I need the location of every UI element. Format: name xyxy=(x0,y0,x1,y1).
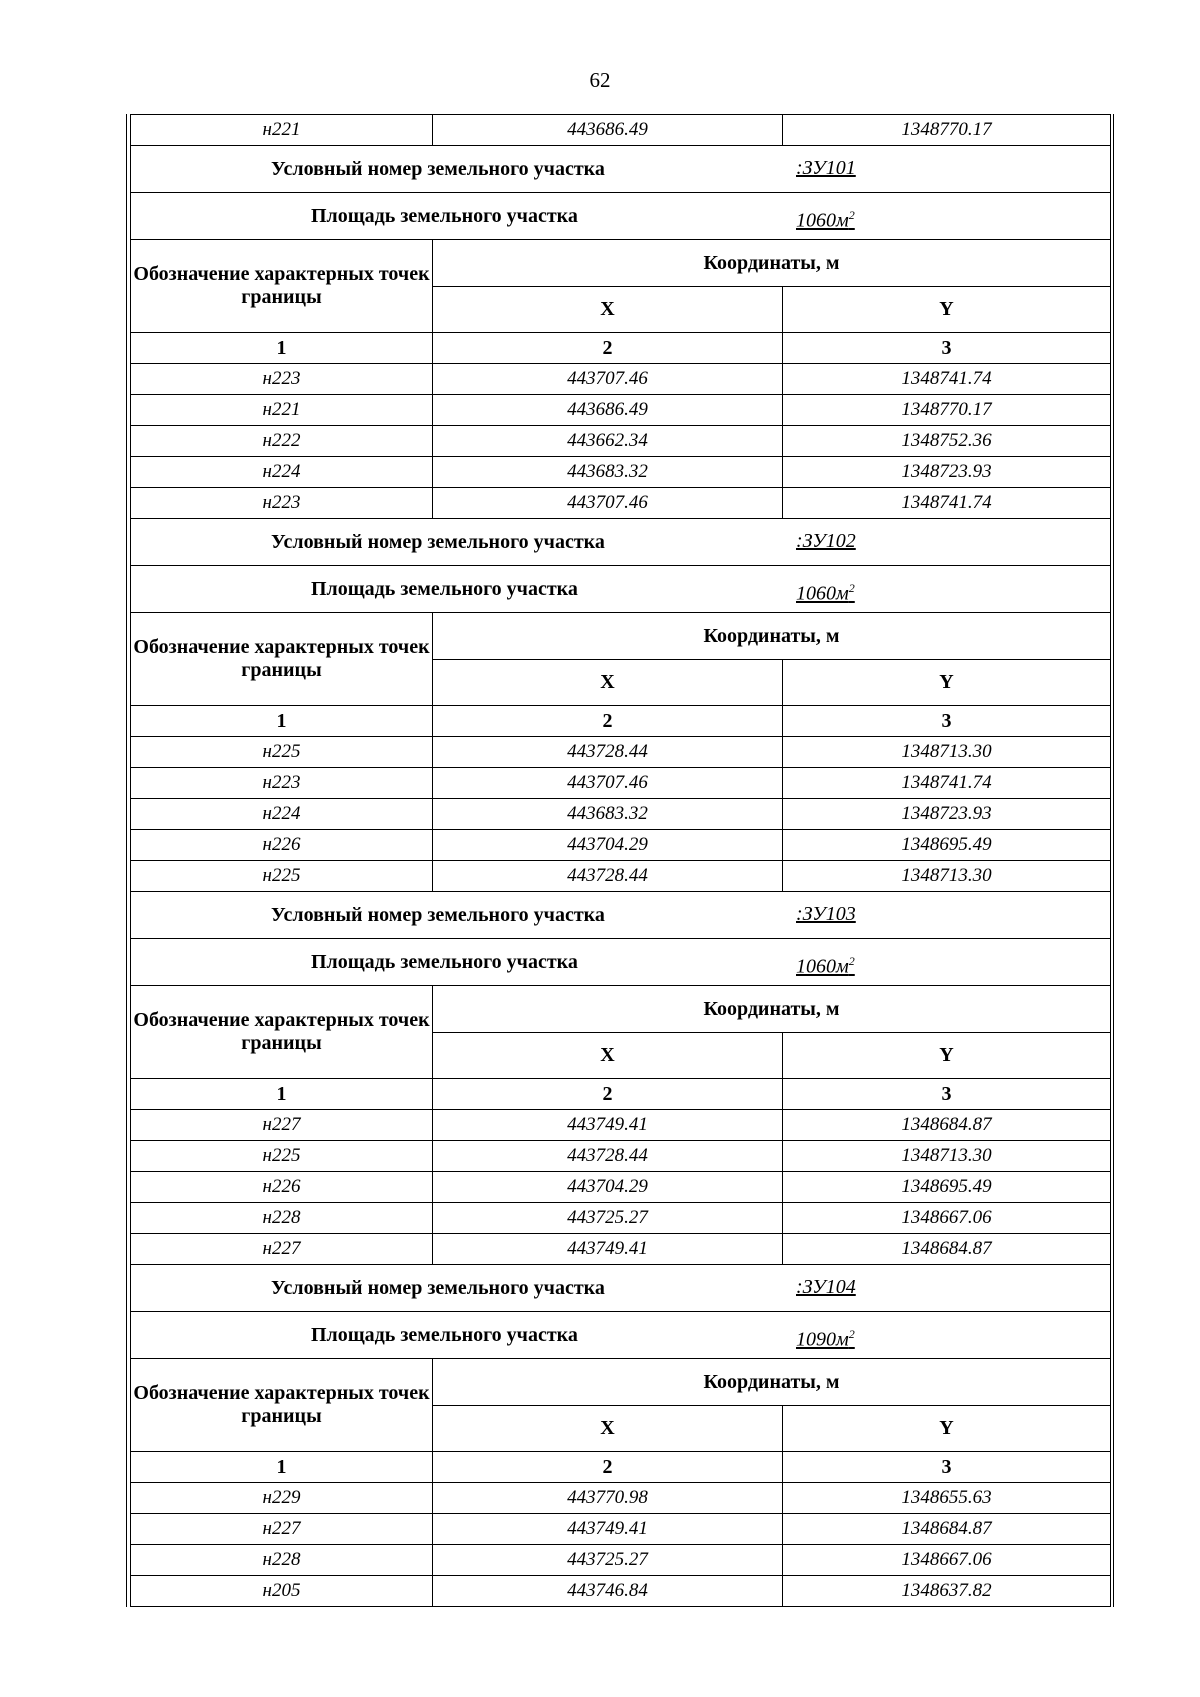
header-row xyxy=(131,240,1111,287)
point-cell: н228 xyxy=(131,1545,433,1576)
x-cell: 443725.27 xyxy=(433,1545,783,1576)
x-cell: 443770.98 xyxy=(433,1483,783,1514)
column-index-2: 2 xyxy=(433,1079,783,1110)
y-cell: 1348684.87 xyxy=(783,1110,1111,1141)
y-header: Y xyxy=(783,1033,1111,1079)
x-cell: 443728.44 xyxy=(433,737,783,768)
column-index-3: 3 xyxy=(783,1079,1111,1110)
area-number: 1060 xyxy=(796,209,836,232)
point-cell: н221 xyxy=(131,115,433,146)
y-cell: 1348667.06 xyxy=(783,1545,1111,1576)
column-index-row xyxy=(131,1452,1111,1483)
x-cell: 443704.29 xyxy=(433,1172,783,1203)
y-header: Y xyxy=(783,1406,1111,1452)
parcel-area-label: Площадь земельного участка xyxy=(311,1324,578,1346)
point-cell: н205 xyxy=(131,1576,433,1607)
point-header: Обозначение характерных точек границы xyxy=(131,240,433,333)
parcel-number-value: :ЗУ102 xyxy=(796,530,856,552)
x-cell: 443686.49 xyxy=(433,115,783,146)
area-exponent: 2 xyxy=(848,1327,855,1341)
parcel-area-label: Площадь земельного участка xyxy=(311,205,578,227)
parcel-area-wrap xyxy=(131,1312,1110,1358)
column-index-3: 3 xyxy=(783,706,1111,737)
table-row xyxy=(131,115,1111,146)
parcel-area-cell xyxy=(131,566,1111,613)
table-row xyxy=(131,364,1111,395)
column-index-1: 1 xyxy=(131,333,433,364)
parcel-number-cell xyxy=(131,519,1111,566)
column-index-3: 3 xyxy=(783,1452,1111,1483)
parcel-number-cell xyxy=(131,1265,1111,1312)
parcel-area-wrap xyxy=(131,939,1110,985)
area-unit: м xyxy=(836,1328,849,1351)
area-exponent: 2 xyxy=(848,208,855,222)
parcel-area-wrap xyxy=(131,193,1110,239)
table-row xyxy=(131,457,1111,488)
parcel-area-cell xyxy=(131,1312,1111,1359)
x-header: X xyxy=(433,1033,783,1079)
x-cell: 443683.32 xyxy=(433,457,783,488)
y-cell: 1348713.30 xyxy=(783,737,1111,768)
x-cell: 443749.41 xyxy=(433,1514,783,1545)
parcel-number-wrap xyxy=(131,146,1110,192)
coordinates-sheet xyxy=(130,114,1110,1607)
column-index-3: 3 xyxy=(783,333,1111,364)
x-cell: 443749.41 xyxy=(433,1110,783,1141)
y-header: Y xyxy=(783,287,1111,333)
x-cell: 443725.27 xyxy=(433,1203,783,1234)
y-cell: 1348637.82 xyxy=(783,1576,1111,1607)
parcel-number-row xyxy=(131,892,1111,939)
y-cell: 1348684.87 xyxy=(783,1514,1111,1545)
parcel-area-row xyxy=(131,939,1111,986)
coordinates-header: Координаты, м xyxy=(433,986,1111,1033)
point-cell: н228 xyxy=(131,1203,433,1234)
area-unit: м xyxy=(836,955,849,978)
x-cell: 443728.44 xyxy=(433,1141,783,1172)
area-exponent: 2 xyxy=(848,954,855,968)
coordinates-table-body xyxy=(131,115,1111,1607)
y-cell: 1348723.93 xyxy=(783,457,1111,488)
y-cell: 1348713.30 xyxy=(783,861,1111,892)
y-cell: 1348723.93 xyxy=(783,799,1111,830)
y-cell: 1348695.49 xyxy=(783,1172,1111,1203)
table-row xyxy=(131,1483,1111,1514)
parcel-area-label: Площадь земельного участка xyxy=(311,578,578,600)
point-cell: н223 xyxy=(131,364,433,395)
table-row xyxy=(131,488,1111,519)
y-cell: 1348770.17 xyxy=(783,115,1111,146)
table-row xyxy=(131,737,1111,768)
y-cell: 1348741.74 xyxy=(783,364,1111,395)
parcel-number-value: :ЗУ104 xyxy=(796,1276,856,1298)
area-number: 1090 xyxy=(796,1328,836,1351)
point-cell: н225 xyxy=(131,861,433,892)
table-row xyxy=(131,395,1111,426)
parcel-number-cell xyxy=(131,892,1111,939)
table-row xyxy=(131,768,1111,799)
y-cell: 1348713.30 xyxy=(783,1141,1111,1172)
parcel-area-row xyxy=(131,566,1111,613)
parcel-number-wrap xyxy=(131,1265,1110,1311)
y-cell: 1348741.74 xyxy=(783,488,1111,519)
table-row xyxy=(131,1545,1111,1576)
point-cell: н225 xyxy=(131,1141,433,1172)
column-index-1: 1 xyxy=(131,1452,433,1483)
point-cell: н229 xyxy=(131,1483,433,1514)
header-row xyxy=(131,986,1111,1033)
point-header: Обозначение характерных точек границы xyxy=(131,986,433,1079)
table-row xyxy=(131,1514,1111,1545)
point-cell: н224 xyxy=(131,799,433,830)
parcel-number-label: Условный номер земельного участка xyxy=(271,904,605,926)
parcel-area-cell xyxy=(131,193,1111,240)
x-cell: 443683.32 xyxy=(433,799,783,830)
x-cell: 443707.46 xyxy=(433,364,783,395)
y-cell: 1348655.63 xyxy=(783,1483,1111,1514)
x-cell: 443728.44 xyxy=(433,861,783,892)
parcel-area-wrap xyxy=(131,566,1110,612)
coordinates-header: Координаты, м xyxy=(433,1359,1111,1406)
parcel-number-row xyxy=(131,1265,1111,1312)
y-cell: 1348741.74 xyxy=(783,768,1111,799)
parcel-number-value: :ЗУ101 xyxy=(796,157,856,179)
area-exponent: 2 xyxy=(848,581,855,595)
y-cell: 1348684.87 xyxy=(783,1234,1111,1265)
x-cell: 443707.46 xyxy=(433,488,783,519)
coordinates-header: Координаты, м xyxy=(433,613,1111,660)
area-unit: м xyxy=(836,582,849,605)
column-index-2: 2 xyxy=(433,1452,783,1483)
point-cell: н222 xyxy=(131,426,433,457)
parcel-number-label: Условный номер земельного участка xyxy=(271,1277,605,1299)
column-index-2: 2 xyxy=(433,706,783,737)
table-row xyxy=(131,1172,1111,1203)
y-cell: 1348695.49 xyxy=(783,830,1111,861)
table-row xyxy=(131,1141,1111,1172)
table-row xyxy=(131,1576,1111,1607)
table-row xyxy=(131,426,1111,457)
parcel-area-cell xyxy=(131,939,1111,986)
parcel-number-row xyxy=(131,519,1111,566)
x-cell: 443707.46 xyxy=(433,768,783,799)
parcel-area-value xyxy=(796,566,855,612)
parcel-area-value xyxy=(796,939,855,985)
parcel-area-value xyxy=(796,1312,855,1358)
area-number: 1060 xyxy=(796,582,836,605)
y-header: Y xyxy=(783,660,1111,706)
parcel-number-cell xyxy=(131,146,1111,193)
area-number: 1060 xyxy=(796,955,836,978)
column-index-2: 2 xyxy=(433,333,783,364)
x-cell: 443749.41 xyxy=(433,1234,783,1265)
y-cell: 1348667.06 xyxy=(783,1203,1111,1234)
point-cell: н226 xyxy=(131,1172,433,1203)
point-cell: н223 xyxy=(131,488,433,519)
area-unit: м xyxy=(836,209,849,232)
x-cell: 443704.29 xyxy=(433,830,783,861)
x-cell: 443746.84 xyxy=(433,1576,783,1607)
point-cell: н227 xyxy=(131,1514,433,1545)
point-header: Обозначение характерных точек границы xyxy=(131,613,433,706)
table-row xyxy=(131,861,1111,892)
header-row xyxy=(131,613,1111,660)
column-index-row xyxy=(131,706,1111,737)
x-header: X xyxy=(433,287,783,333)
point-cell: н227 xyxy=(131,1110,433,1141)
y-cell: 1348770.17 xyxy=(783,395,1111,426)
x-header: X xyxy=(433,660,783,706)
parcel-number-wrap xyxy=(131,519,1110,565)
column-index-1: 1 xyxy=(131,1079,433,1110)
column-index-row xyxy=(131,333,1111,364)
point-cell: н225 xyxy=(131,737,433,768)
parcel-number-label: Условный номер земельного участка xyxy=(271,158,605,180)
parcel-number-row xyxy=(131,146,1111,193)
x-header: X xyxy=(433,1406,783,1452)
column-index-1: 1 xyxy=(131,706,433,737)
point-header: Обозначение характерных точек границы xyxy=(131,1359,433,1452)
table-row xyxy=(131,1234,1111,1265)
parcel-area-row xyxy=(131,193,1111,240)
parcel-number-value: :ЗУ103 xyxy=(796,903,856,925)
x-cell: 443686.49 xyxy=(433,395,783,426)
point-cell: н226 xyxy=(131,830,433,861)
point-cell: н224 xyxy=(131,457,433,488)
parcel-area-row xyxy=(131,1312,1111,1359)
parcel-number-label: Условный номер земельного участка xyxy=(271,531,605,553)
parcel-area-value xyxy=(796,193,855,239)
column-index-row xyxy=(131,1079,1111,1110)
table-row xyxy=(131,830,1111,861)
point-cell: н227 xyxy=(131,1234,433,1265)
point-cell: н223 xyxy=(131,768,433,799)
table-row xyxy=(131,1203,1111,1234)
parcel-area-label: Площадь земельного участка xyxy=(311,951,578,973)
header-row xyxy=(131,1359,1111,1406)
parcel-number-wrap xyxy=(131,892,1110,938)
coordinates-header: Координаты, м xyxy=(433,240,1111,287)
coordinates-table xyxy=(130,114,1111,1607)
table-row xyxy=(131,799,1111,830)
page-number: 62 xyxy=(589,68,611,92)
y-cell: 1348752.36 xyxy=(783,426,1111,457)
point-cell: н221 xyxy=(131,395,433,426)
table-row xyxy=(131,1110,1111,1141)
x-cell: 443662.34 xyxy=(433,426,783,457)
